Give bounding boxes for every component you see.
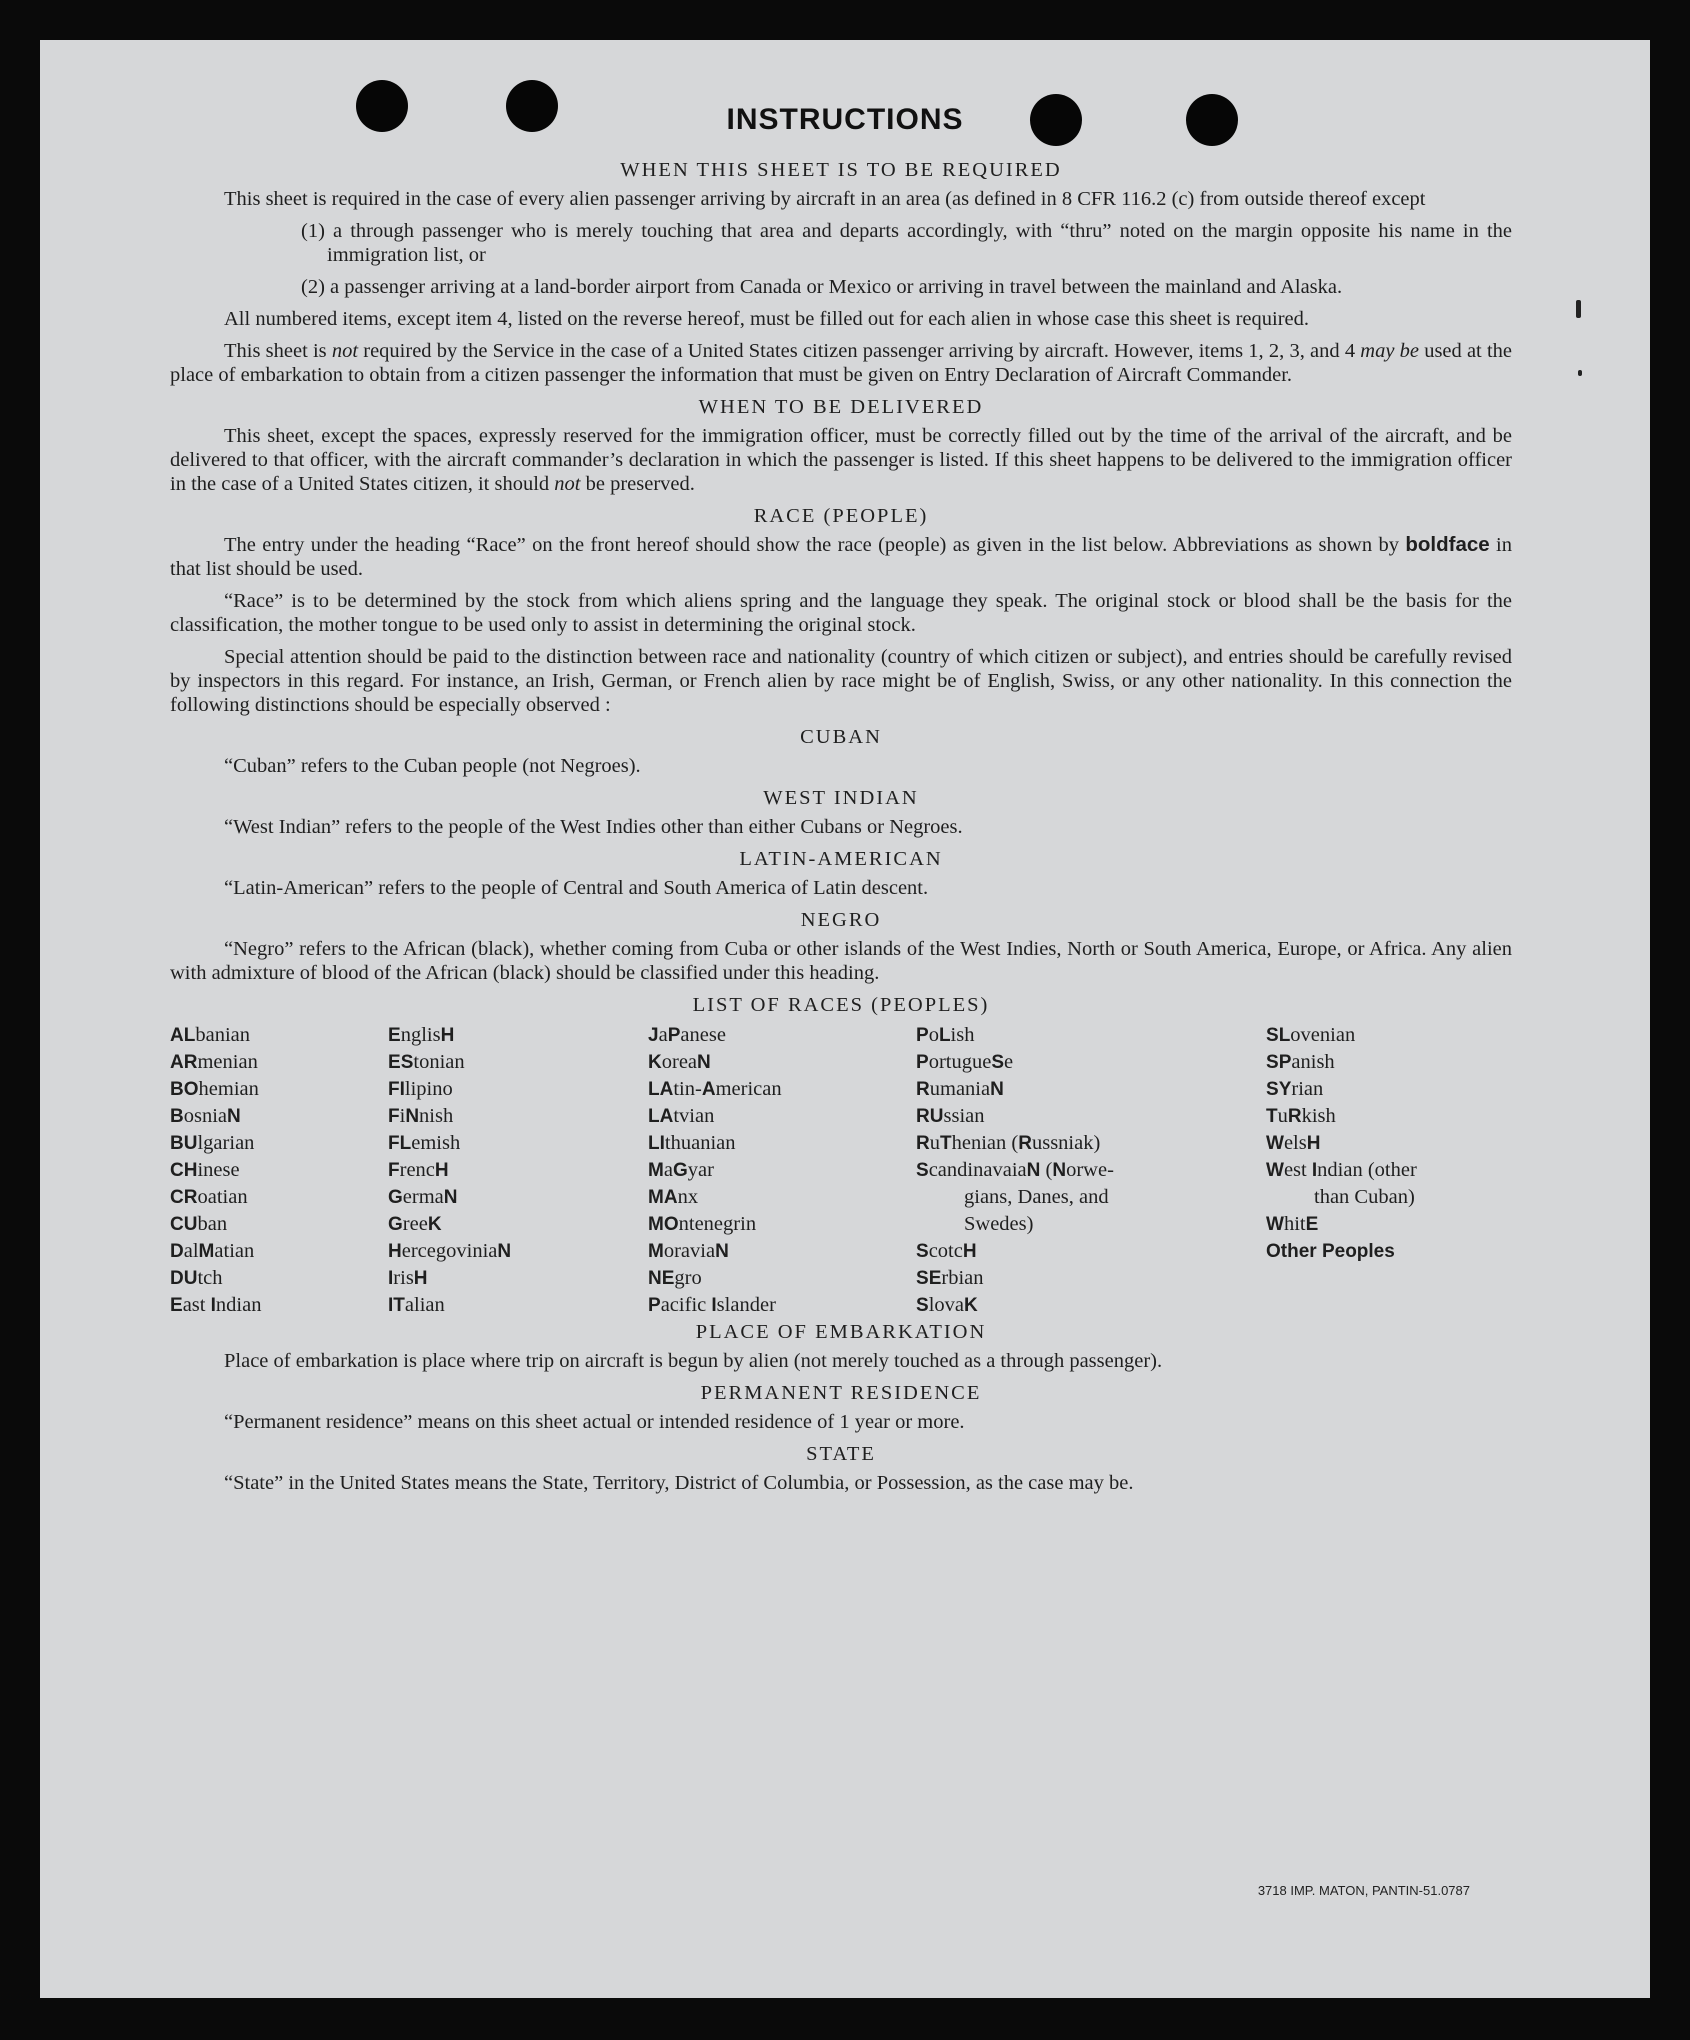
race-list-item: CHinese [170, 1159, 240, 1181]
race-column-4 [916, 1022, 1114, 1319]
race-list-item: FrencH [388, 1159, 449, 1181]
race-list-item: TuRkish [1266, 1105, 1336, 1127]
section-heading: PLACE OF EMBARKATION [695, 1321, 987, 1343]
race-list-item: ScotcH [916, 1240, 977, 1262]
section-heading: LIST OF RACES (PEOPLES) [692, 994, 990, 1016]
section-heading: PERMANENT RESIDENCE [700, 1382, 982, 1404]
race-list-item: DUtch [170, 1267, 223, 1289]
race-list-item: SPanish [1266, 1051, 1335, 1073]
race-list-item: RUssian [916, 1105, 985, 1127]
race-list-item: LIthuanian [648, 1132, 736, 1154]
race-list-item: PoLish [916, 1024, 975, 1046]
paragraph: This sheet is required in the case of every alien passenger arriving by aircraft in an area (as defined in 8 CFR 116.2 (c) from outside thereof except [224, 188, 1426, 210]
race-list-item: JaPanese [648, 1024, 726, 1046]
race-list-item: ITalian [388, 1294, 445, 1316]
race-list-item: East Indian [170, 1294, 262, 1316]
race-list-item: SErbian [916, 1267, 984, 1289]
race-list-item: EStonian [388, 1051, 465, 1073]
instructions-body [170, 152, 1512, 1503]
race-list-item: EnglisH [388, 1024, 455, 1046]
paragraph: The entry under the heading “Race” on the front hereof should show the race (people) as given in the list below. Abbreviations as shown by boldface in that list should be used. [170, 533, 1512, 580]
race-list-item: SlovaK [916, 1294, 978, 1316]
race-list-item: MAnx [648, 1186, 699, 1208]
paragraph: “Permanent residence” means on this sheet actual or intended residence of 1 year or more. [224, 1411, 965, 1433]
page-title: INSTRUCTIONS [726, 103, 964, 136]
paragraph: “Latin-American” refers to the people of Central and South America of Latin descent. [224, 877, 929, 899]
race-list-item: ARmenian [170, 1051, 258, 1073]
paragraph: Special attention should be paid to the distinction between race and nationality (country of which citizen or subject), and entries should be carefully revised by inspectors in this regard. For instance, an Irish, German, or French alien by race might be of English, Swiss, or any other nationality. In this connection the following distinctions should be especially observed : [170, 646, 1512, 716]
edge-mark [1578, 370, 1582, 376]
race-list-item: West Indian (other [1266, 1159, 1417, 1181]
race-list-item: NEgro [648, 1267, 702, 1289]
race-list-item: RuThenian (Russniak) [916, 1132, 1101, 1154]
numbered-item: (1) a through passenger who is merely touching that area and departs accordingly, with “thru” noted on the margin opposite his name in the immigration list, or [301, 220, 1512, 266]
race-list [170, 1022, 1512, 1314]
race-list-item: LAtvian [648, 1105, 715, 1127]
print-code: 3718 IMP. MATON, PANTIN-51.0787 [1257, 1883, 1470, 1898]
race-list-item: MOntenegrin [648, 1213, 757, 1235]
race-list-item: DalMatian [170, 1240, 255, 1262]
race-list-item: MoraviaN [648, 1240, 729, 1262]
race-list-item: ALbanian [170, 1024, 251, 1046]
section-heading: NEGRO [800, 909, 882, 931]
race-column-5 [1266, 1022, 1417, 1265]
race-list-item: PortugueSe [916, 1051, 1014, 1073]
race-list-item: GermaN [388, 1186, 458, 1208]
race-list-item: Other Peoples [1266, 1241, 1395, 1262]
race-column-1 [170, 1022, 261, 1319]
race-list-item: Pacific Islander [648, 1294, 776, 1316]
race-list-item: LAtin-American [648, 1078, 782, 1100]
race-list-item: FIlipino [388, 1078, 453, 1100]
race-list-item: Swedes) [964, 1213, 1034, 1235]
race-list-item: CRoatian [170, 1186, 248, 1208]
edge-mark [1576, 300, 1581, 318]
paragraph: All numbered items, except item 4, listed on the reverse hereof, must be filled out for each alien in whose case this sheet is required. [224, 308, 1310, 330]
section-heading: WHEN TO BE DELIVERED [698, 396, 984, 418]
race-list-item: gians, Danes, and [964, 1186, 1109, 1208]
race-list-item: IrisH [388, 1267, 428, 1289]
paragraph: This sheet, except the spaces, expressly reserved for the immigration officer, must be correctly filled out by the time of the arrival of the aircraft, and be delivered to that officer, with the aircraft commander’s declaration in which the passenger is listed. If this sheet happens to be delivered to the immigration officer in the case of a United States citizen, it should not be preserved. [170, 425, 1512, 495]
paragraph: “State” in the United States means the State, Territory, District of Columbia, or Possession, as the case may be. [224, 1472, 1134, 1494]
paragraph: “Cuban” refers to the Cuban people (not Negroes). [224, 755, 641, 777]
race-list-item: FiNnish [388, 1105, 454, 1127]
section-heading: RACE (PEOPLE) [753, 505, 929, 527]
paragraph: “Race” is to be determined by the stock from which aliens spring and the language they speak. The original stock or blood shall be the basis for the classification, the mother tongue to be used only to assist in determining the original stock. [170, 590, 1512, 636]
race-list-item: SYrian [1266, 1078, 1324, 1100]
race-column-3 [648, 1022, 782, 1319]
race-list-item: CUban [170, 1213, 228, 1235]
race-list-item: KoreaN [648, 1051, 711, 1073]
race-list-item: BUlgarian [170, 1132, 255, 1154]
paragraph: “Negro” refers to the African (black), whether coming from Cuba or other islands of the West Indies, North or South America, Europe, or Africa. Any alien with admixture of blood of the African (black) should be classified under this heading. [170, 938, 1512, 984]
document-sheet [40, 40, 1650, 1998]
race-list-item: BosniaN [170, 1105, 241, 1127]
section-heading: WEST INDIAN [763, 787, 919, 809]
race-list-item: WelsH [1266, 1132, 1321, 1154]
race-column-2 [388, 1022, 511, 1319]
race-list-item: SLovenian [1266, 1024, 1356, 1046]
numbered-item: (2) a passenger arriving at a land-border airport from Canada or Mexico or arriving in travel between the mainland and Alaska. [301, 276, 1343, 298]
race-list-item: BOhemian [170, 1078, 259, 1100]
section-heading: CUBAN [800, 726, 882, 748]
race-list-item: ScandinavaiaN (Norwe- [916, 1159, 1114, 1181]
race-list-item: FLemish [388, 1132, 461, 1154]
paragraph: “West Indian” refers to the people of the West Indies other than either Cubans or Negroes. [224, 816, 963, 838]
race-list-item: GreeK [388, 1213, 442, 1235]
race-list-item: WhitE [1266, 1213, 1319, 1235]
paragraph: This sheet is not required by the Service in the case of a United States citizen passenger arriving by aircraft. However, items 1, 2, 3, and 4 may be used at the place of embarkation to obtain from a citizen passenger the information that must be given on Entry Declaration of Aircraft Commander. [170, 340, 1512, 386]
section-heading: STATE [806, 1443, 876, 1465]
paragraph: Place of embarkation is place where trip on aircraft is begun by alien (not merely touched as a through passenger). [224, 1350, 1163, 1372]
race-list-item: RumaniaN [916, 1078, 1004, 1100]
race-list-item: HercegoviniaN [388, 1240, 512, 1262]
section-heading: LATIN-AMERICAN [739, 848, 943, 870]
section-heading: WHEN THIS SHEET IS TO BE REQUIRED [620, 159, 1062, 181]
race-list-item: than Cuban) [1314, 1186, 1415, 1208]
race-list-item: MaGyar [648, 1159, 714, 1181]
